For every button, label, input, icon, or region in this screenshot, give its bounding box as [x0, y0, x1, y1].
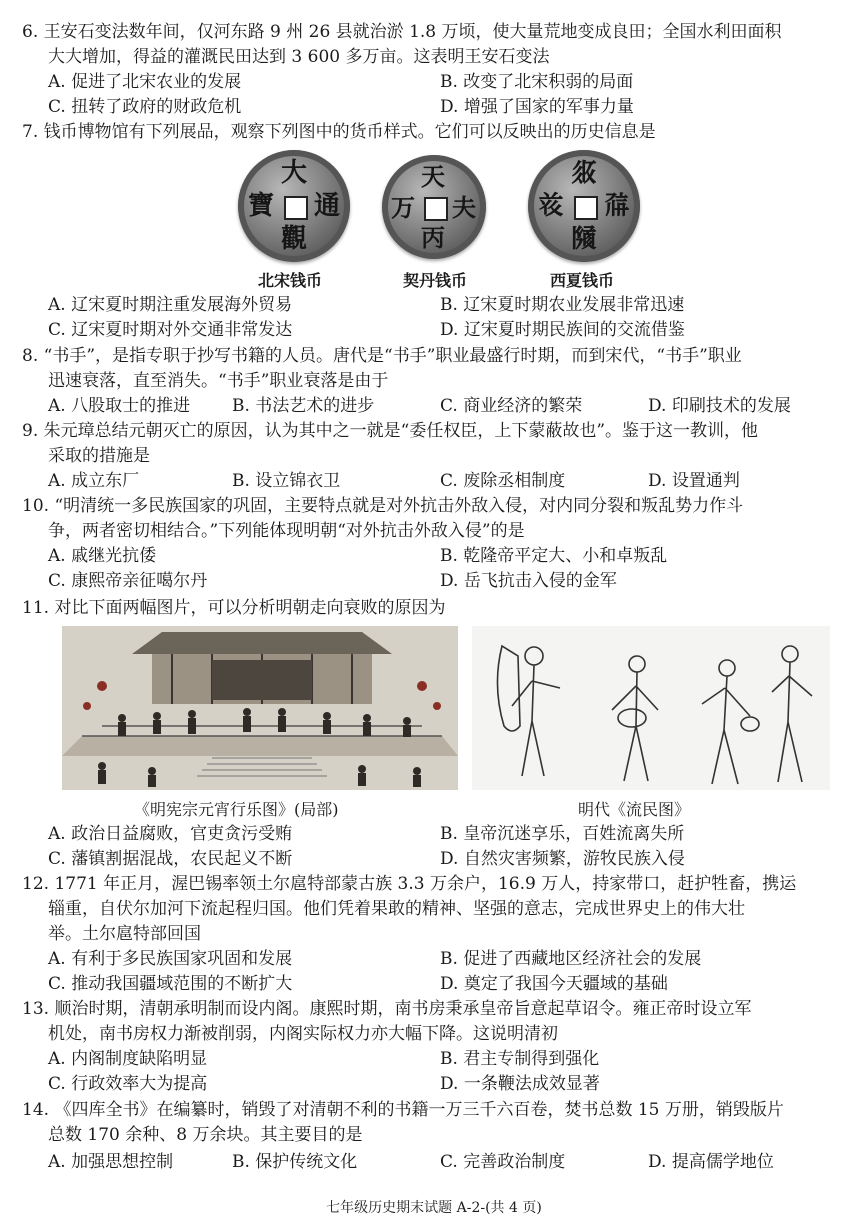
painting-caption-refugees: 明代《流民图》 — [578, 800, 691, 819]
q7-option-c: C. 辽宋夏时期对外交通非常发达 — [48, 320, 293, 340]
q6-option-b: B. 改变了北宋积弱的局面 — [440, 72, 634, 92]
q11-option-a: A. 政治日益腐败，官吏贪污受贿 — [48, 824, 293, 844]
q8-option-d: D. 印刷技术的发展 — [648, 396, 791, 416]
q9-option-b: B. 设立锦衣卫 — [232, 471, 341, 491]
q13-option-a: A. 内阁制度缺陷明显 — [48, 1049, 208, 1069]
q8-stem-line2: 迅速衰落，直至消失。“书手”职业衰落是由于 — [48, 371, 389, 391]
q6-option-a: A. 促进了北宋农业的发展 — [48, 72, 242, 92]
q12-option-a: A. 有利于多民族国家巩固和发展 — [48, 949, 293, 969]
q9-option-a: A. 成立东厂 — [48, 471, 140, 491]
q9-stem-line1: 9. 朱元璋总结元朝灭亡的原因，认为其中之一就是“委任权臣，上下蒙蔽故也”。鉴于这一教训，他 — [22, 421, 759, 441]
q6-option-c: C. 扭转了政府的财政危机 — [48, 97, 242, 117]
northern-song-coin-image — [238, 150, 350, 262]
q10-stem-line1: 10. “明清统一多民族国家的巩固，主要特点就是对外抗击外敌入侵，对内同分裂和叛乱势力作斗 — [22, 496, 744, 516]
q12-stem-line2: 辎重，自伏尔加河下流起程归国。他们凭着果敢的精神、坚强的意志，完成世界史上的伟大壮 — [48, 899, 745, 919]
q8-option-a: A. 八股取士的推进 — [48, 396, 191, 416]
q9-option-c: C. 废除丞相制度 — [440, 471, 566, 491]
coin-char-bottom: 丙 — [421, 223, 445, 252]
q13-option-b: B. 君主专制得到强化 — [440, 1049, 600, 1069]
coin-char-bottom: 𗂧 — [571, 224, 598, 254]
q12-option-b: B. 促进了西藏地区经济社会的发展 — [440, 949, 702, 969]
q9-stem-line2: 采取的措施是 — [48, 446, 150, 466]
coin-char-right: 𗗚 — [604, 191, 631, 221]
q10-option-c: C. 康熙帝亲征噶尔丹 — [48, 571, 208, 591]
q14-option-b: B. 保护传统文化 — [232, 1152, 358, 1172]
q8-stem-line1: 8. “书手”，是指专职于抄写书籍的人员。唐代是“书手”职业最盛行时期，而到宋代，“书手”职业 — [22, 346, 742, 366]
q8-option-c: C. 商业经济的繁荣 — [440, 396, 583, 416]
coin-char-right: 夫 — [452, 193, 476, 222]
q13-stem-line1: 13. 顺治时期，清朝承明制而设内阁。康熙时期，南书房秉承皇帝旨意起草诏令。雍正帝时设立军 — [22, 999, 752, 1019]
coin-char-top: 天 — [421, 162, 445, 191]
coin-char-left: 𘝞 — [538, 191, 565, 221]
q8-option-b: B. 书法艺术的进步 — [232, 396, 375, 416]
q6-stem-line1: 6. 王安石变法数年间，仅河东路 9 州 26 县就治淤 1.8 万顷，使大量荒地变成良田；全国水利田面积 — [22, 22, 782, 42]
q14-stem-line1: 14. 《四库全书》在编纂时，销毁了对清朝不利的书籍一万三千六百卷，焚书总数 15 万册，销毁版片 — [22, 1100, 784, 1120]
coin-square-hole — [284, 196, 308, 220]
q10-stem-line2: 争，两者密切相结合。”下列能体现明朝“对外抗击外敌入侵”的是 — [48, 521, 525, 541]
page-footer: 七年级历史期末试题 A-2-(共 4 页) — [326, 1200, 542, 1216]
q13-stem-line2: 机处，南书房权力渐被削弱，内阁实际权力亦大幅下降。这说明清初 — [48, 1024, 558, 1044]
q13-option-c: C. 行政效率大为提高 — [48, 1074, 208, 1094]
coin-square-hole — [424, 197, 448, 221]
painting-caption-lantern-festival: 《明宪宗元宵行乐图》(局部) — [134, 800, 339, 819]
q12-stem-line3: 举。土尔扈特部回国 — [48, 924, 201, 944]
coin-caption-western-xia: 西夏钱币 — [550, 271, 615, 290]
q6-option-d: D. 增强了国家的军事力量 — [440, 97, 634, 117]
q10-option-b: B. 乾隆帝平定大、小和卓叛乱 — [440, 546, 668, 566]
q11-option-d: D. 自然灾害频繁，游牧民族入侵 — [440, 849, 685, 869]
q13-option-d: D. 一条鞭法成效显著 — [440, 1074, 600, 1094]
q6-stem-line2: 大大增加，得益的灌溉民田达到 3 600 多万亩。这表明王安石变法 — [48, 47, 550, 67]
q7-option-d: D. 辽宋夏时期民族间的交流借鉴 — [440, 320, 685, 340]
q11-stem-line1: 11. 对比下面两幅图片，可以分析明朝走向衰败的原因为 — [22, 598, 446, 618]
q7-stem-line1: 7. 钱币博物馆有下列展品，观察下列图中的货币样式。它们可以反映出的历史信息是 — [22, 122, 656, 142]
coin-char-top: 大 — [281, 158, 308, 188]
q11-option-c: C. 藩镇割据混战，农民起义不断 — [48, 849, 293, 869]
q11-option-b: B. 皇帝沉迷享乐，百姓流离失所 — [440, 824, 685, 844]
western-xia-coin-image — [528, 150, 640, 262]
q9-option-d: D. 设置通判 — [648, 471, 740, 491]
coin-char-left: 寶 — [248, 191, 275, 221]
q7-option-a: A. 辽宋夏时期注重发展海外贸易 — [48, 295, 293, 315]
coin-char-top: 𗼇 — [571, 158, 598, 188]
q10-option-a: A. 戚继光抗倭 — [48, 546, 157, 566]
coin-square-hole — [574, 196, 598, 220]
coin-char-left: 万 — [391, 193, 415, 222]
ming-xianzong-lantern-festival-painting — [62, 626, 458, 790]
coin-caption-khitan: 契丹钱币 — [403, 271, 468, 290]
ming-refugees-painting — [472, 626, 830, 790]
coin-char-bottom: 觀 — [281, 224, 308, 254]
q14-stem-line2: 总数 170 余种、8 万余块。其主要目的是 — [48, 1125, 363, 1145]
q7-option-b: B. 辽宋夏时期农业发展非常迅速 — [440, 295, 685, 315]
khitan-coin-image — [382, 155, 486, 259]
q10-option-d: D. 岳飞抗击入侵的金军 — [440, 571, 617, 591]
q12-option-c: C. 推动我国疆域范围的不断扩大 — [48, 974, 293, 994]
coin-caption-northern-song: 北宋钱币 — [258, 271, 323, 290]
q14-option-a: A. 加强思想控制 — [48, 1152, 174, 1172]
q12-stem-line1: 12. 1771 年正月，渥巴锡率领土尔扈特部蒙古族 3.3 万余户，16.9 万人，持家带口，赶护牲畜，携运 — [22, 874, 797, 894]
coin-char-right: 通 — [314, 191, 341, 221]
q14-option-c: C. 完善政治制度 — [440, 1152, 566, 1172]
q14-option-d: D. 提高儒学地位 — [648, 1152, 774, 1172]
q12-option-d: D. 奠定了我国今天疆域的基础 — [440, 974, 668, 994]
